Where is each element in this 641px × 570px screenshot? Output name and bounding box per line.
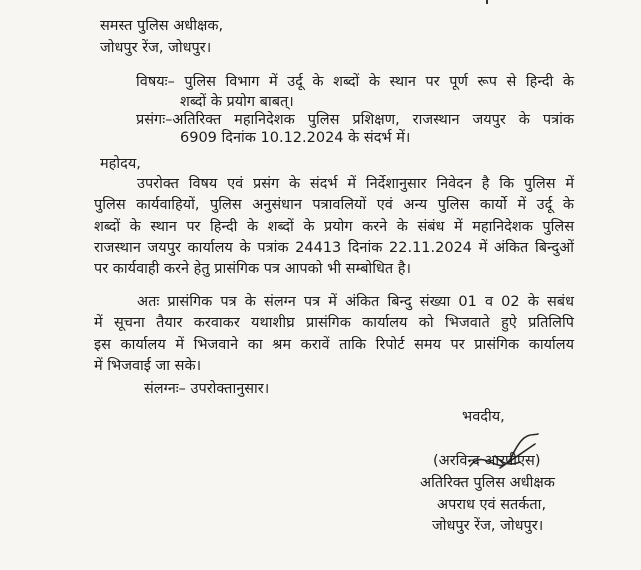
para1-line: राजस्थान जयपुर कार्यालय के पत्रांक 24413 दिनांक 22.11.2024 में अंकित बिन्दुओं xyxy=(94,240,574,256)
subject-line-1: विषयः– पुलिस विभाग में उर्दू के शब्दों के स्थान पर पूर्ण रूप से हिन्दी के xyxy=(136,74,574,90)
closing-text: भवदीय, xyxy=(462,409,505,425)
page-edge-mark xyxy=(486,0,488,4)
subject-line-2: शब्दों के प्रयोग बाबत्। xyxy=(180,94,294,110)
para1-line: पुलिस कार्यवाहियों, पुलिस अनुसंधान पत्रावलियों एवं अन्य पुलिस कार्यो में उर्दू के xyxy=(94,197,574,213)
reference-line-1: प्रसंगः–अतिरिक्त महानिदेशक पुलिस प्रशिक्षण, राजस्थान जयपुर के पत्रांक xyxy=(136,112,574,128)
signature-name: (अरविन्द आरपीएस) xyxy=(433,453,541,469)
para1-line: शब्दों के स्थान पर हिन्दी के शब्दों के प्रयोग करने के संबंध में महानिदेशक पुलिस xyxy=(94,219,574,235)
signature-designation: अतिरिक्त पुलिस अधीक्षक xyxy=(420,475,555,491)
signature-department: अपराध एवं सतर्कता, xyxy=(437,497,547,513)
para2-line: में सूचना तैयार करवाकर यथाशीघ्र प्रासंगिक कार्यालय को भिजवाते हुऐ प्रतिलिपि xyxy=(94,315,574,331)
para2-line: इस कार्यालय में भिजवाने का श्रम करावें ताकि रिपोर्ट समय पर प्रासंगिक कार्यालय xyxy=(94,337,574,353)
enclosure-line: संलग्नः– उपरोक्तानुसार। xyxy=(144,381,270,397)
recipient-line-1: समस्त पुलिस अधीक्षक, xyxy=(100,18,224,34)
para1-line: पर कार्यवाही करने हेतु प्रासंगिक पत्र आपको भी सम्बोधित है। xyxy=(94,261,411,277)
signature-location: जोधपुर रेंज, जोधपुर। xyxy=(432,518,544,534)
para1-line: उपरोक्त विषय एवं प्रसंग के संदर्भ में निर्देशानुसार निवेदन है कि पुलिस में xyxy=(137,176,574,192)
para2-line: अतः प्रासंगिक पत्र के संलग्न पत्र में अंकित बिन्दु संख्या 01 व 02 के सबंध xyxy=(137,294,574,310)
salutation: महोदय, xyxy=(100,156,141,172)
recipient-line-2: जोधपुर रेंज, जोधपुर। xyxy=(100,40,212,56)
para2-line: में भिजवाई जा सके। xyxy=(94,358,202,374)
reference-line-2: 6909 दिनांक 10.12.2024 के संदर्भ में। xyxy=(180,130,411,146)
